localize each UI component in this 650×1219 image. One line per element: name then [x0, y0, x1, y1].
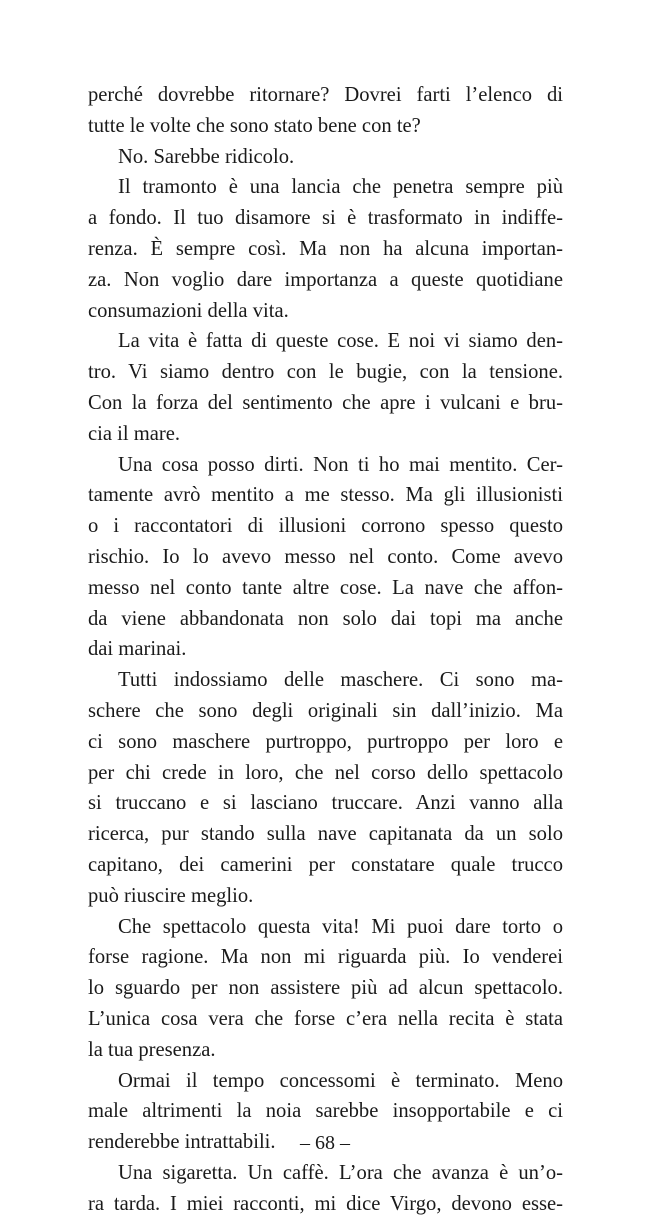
- text-line: dai marinai.: [88, 638, 187, 661]
- page-number: – 68 –: [300, 1132, 350, 1154]
- text-line: ricerca, pur stando sulla nave capitanata da un solo: [88, 823, 563, 846]
- text-line: perché dovrebbe ritornare? Dovrei farti l’elenco di: [88, 84, 563, 106]
- text-line: tamente avrò mentito a me stesso. Ma gli illusionisti: [88, 484, 563, 507]
- text-line: forse ragione. Ma non mi riguarda più. Io venderei: [88, 946, 563, 969]
- text-line: No. Sarebbe ridicolo.: [118, 145, 295, 168]
- text-line: può riuscire meglio.: [88, 884, 254, 907]
- text-line: Una cosa posso dirti. Non ti ho mai mentito. Cer-: [118, 453, 563, 476]
- text-line: renderebbe intrattabili.: [88, 1131, 276, 1154]
- text-line: male altrimenti la noia sarebbe insopportabile e ci: [88, 1100, 563, 1123]
- text-line: ci sono maschere purtroppo, purtroppo per loro e: [88, 730, 563, 753]
- text-line: messo nel conto tante altre cose. La nave che affon-: [88, 576, 563, 599]
- text-line: rischio. Io lo avevo messo nel conto. Come avevo: [88, 545, 563, 568]
- text-line: Una sigaretta. Un caffè. L’ora che avanza è un’o-: [118, 1161, 563, 1184]
- text-line: Con la forza del sentimento che apre i vulcani e bru-: [88, 391, 563, 414]
- text-line: per chi crede in loro, che nel corso dello spettacolo: [88, 761, 563, 784]
- text-line: da viene abbandonata non solo dai topi ma anche: [88, 607, 563, 630]
- text-line: lo sguardo per non assistere più ad alcun spettacolo.: [88, 977, 563, 1000]
- text-line: consumazioni della vita.: [88, 299, 289, 322]
- body-text: [88, 80, 563, 1219]
- text-line: schere che sono degli originali sin dall’inizio. Ma: [88, 699, 563, 722]
- text-line: o i raccontatori di illusioni corrono spesso questo: [88, 515, 563, 538]
- text-line: Ormai il tempo concessomi è terminato. Meno: [118, 1069, 563, 1092]
- text-line: Tutti indossiamo delle maschere. Ci sono ma-: [118, 669, 563, 692]
- text-line: si truccano e si lasciano truccare. Anzi vanno alla: [88, 792, 563, 815]
- text-line: capitano, dei camerini per constatare quale trucco: [88, 853, 563, 876]
- text-line: ra tarda. I miei racconti, mi dice Virgo, devono esse-: [88, 1192, 563, 1215]
- text-line: a fondo. Il tuo disamore si è trasformato in indiffe-: [88, 207, 563, 230]
- text-line: tro. Vi siamo dentro con le bugie, con la tensione.: [88, 361, 563, 384]
- text-line: Il tramonto è una lancia che penetra sempre più: [118, 176, 563, 199]
- text-line: cia il mare.: [88, 422, 181, 445]
- text-line: La vita è fatta di queste cose. E noi vi siamo den-: [118, 330, 563, 353]
- text-line: tutte le volte che sono stato bene con te?: [88, 114, 421, 137]
- text-line: la tua presenza.: [88, 1038, 216, 1061]
- text-line: L’unica cosa vera che forse c’era nella recita è stata: [88, 1007, 563, 1030]
- text-line: Che spettacolo questa vita! Mi puoi dare torto o: [118, 915, 563, 938]
- text-line: za. Non voglio dare importanza a queste quotidiane: [88, 268, 563, 291]
- text-line: renza. È sempre così. Ma non ha alcuna importan-: [88, 237, 563, 260]
